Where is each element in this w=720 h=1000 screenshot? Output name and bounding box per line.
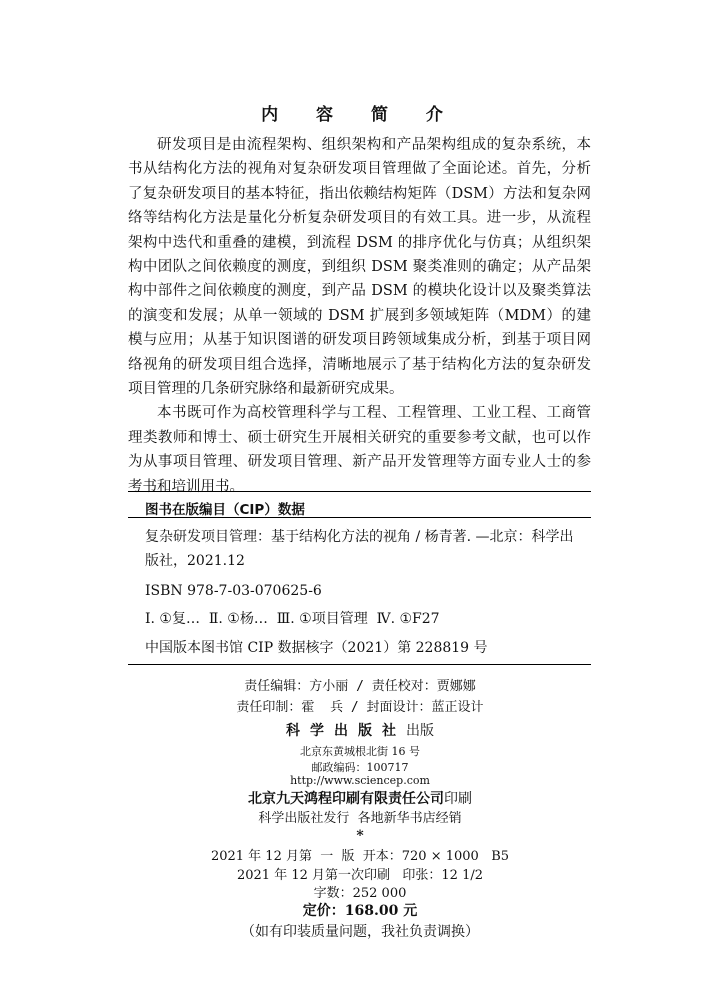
word-count: 字数：252 000 xyxy=(313,886,407,901)
cip-heading-rule xyxy=(128,517,591,518)
printer-name: 北京九天鸿程印刷有限责任公司 xyxy=(248,791,444,807)
cip-classification: Ⅰ. ①复… Ⅱ. ①杨… Ⅲ. ①项目管理 Ⅳ. ①F27 xyxy=(145,611,440,627)
publisher-url: http://www.sciencep.com xyxy=(290,774,430,787)
summary-paragraph: 本书既可作为高校管理科学与工程、工程管理、工业工程、工商管理类教师和博士、硕士研究生开展相关研究的重要参考文献，也可以作为从事项目管理、研发项目管理、新产品开发管理等方面专业人士的参考书和培训用书。 xyxy=(128,405,591,495)
publisher-line xyxy=(0,720,720,740)
cip-verification: 中国版本图书馆 CIP 数据核字（2021）第 228819 号 xyxy=(145,640,488,656)
cip-entry-line: 复杂研发项目管理：基于结构化方法的视角 / 杨青著. —北京：科学出 xyxy=(145,529,574,545)
distribution-line: 科学出版社发行 各地新华书店经销 xyxy=(258,811,462,826)
separator-star: * xyxy=(356,828,364,844)
printer-line xyxy=(0,788,720,808)
cip-heading: 图书在版编目（CIP）数据 xyxy=(145,502,305,518)
cip-isbn: ISBN 978-7-03-070625-6 xyxy=(145,583,322,599)
cip-top-rule xyxy=(128,491,591,492)
credits-editors: 责任编辑：方小丽 / 责任校对：贾娜娜 xyxy=(244,679,476,694)
page-title: 内 容 简 介 xyxy=(261,105,459,125)
edition-line: 2021 年 12 月第 一 版 开本：720 × 1000 B5 xyxy=(210,849,510,864)
credits-production: 责任印制：霍 兵 / 封面设计：蓝正设计 xyxy=(236,700,484,715)
quality-note: （如有印装质量问题，我社负责调换） xyxy=(241,924,479,940)
summary-text xyxy=(128,133,591,499)
printing-line: 2021 年 12 月第一次印刷 印张：12 1/2 xyxy=(236,868,484,883)
publisher-name: 科学出版社 xyxy=(286,723,406,739)
publisher-postcode: 邮政编码：100717 xyxy=(311,761,409,774)
publisher-address: 北京东黄城根北街 16 号 xyxy=(300,745,420,758)
publisher-suffix: 出版 xyxy=(406,723,434,739)
summary-paragraph: 研发项目是由流程架构、组织架构和产品架构组成的复杂系统，本书从结构化方法的视角对复杂研发项目管理做了全面论述。首先，分析了复杂研发项目的基本特征，指出依赖结构矩阵（DSM）方法和复杂网络等结构化方法是量化分析复杂研发项目的有效工具。进一步，从流程架构中迭代和重叠的建模，到流程 DSM 的排序优化与仿真；从组织架构中团队之间依赖度的测度，到组织 DSM 聚类准则的确定；从产品架构中部件之间依赖度的测度，到产品 DSM 的模块化设计以及聚类算法的演变和发展；从单一领域的 DSM 扩展到多领域矩阵（MDM）的建模与应用；从基于知识图谱的研发项目跨领域集成分析，到基于项目网络视角的研发项目组合选择，清晰地展示了基于结构化方法的复杂研发项目管理的几条研究脉络和最新研究成果。 xyxy=(128,137,591,398)
price: 定价：168.00 元 xyxy=(302,903,418,919)
cip-entry-line: 版社，2021.12 xyxy=(145,553,245,569)
cip-bottom-rule xyxy=(128,664,591,665)
printer-suffix: 印刷 xyxy=(444,791,472,807)
